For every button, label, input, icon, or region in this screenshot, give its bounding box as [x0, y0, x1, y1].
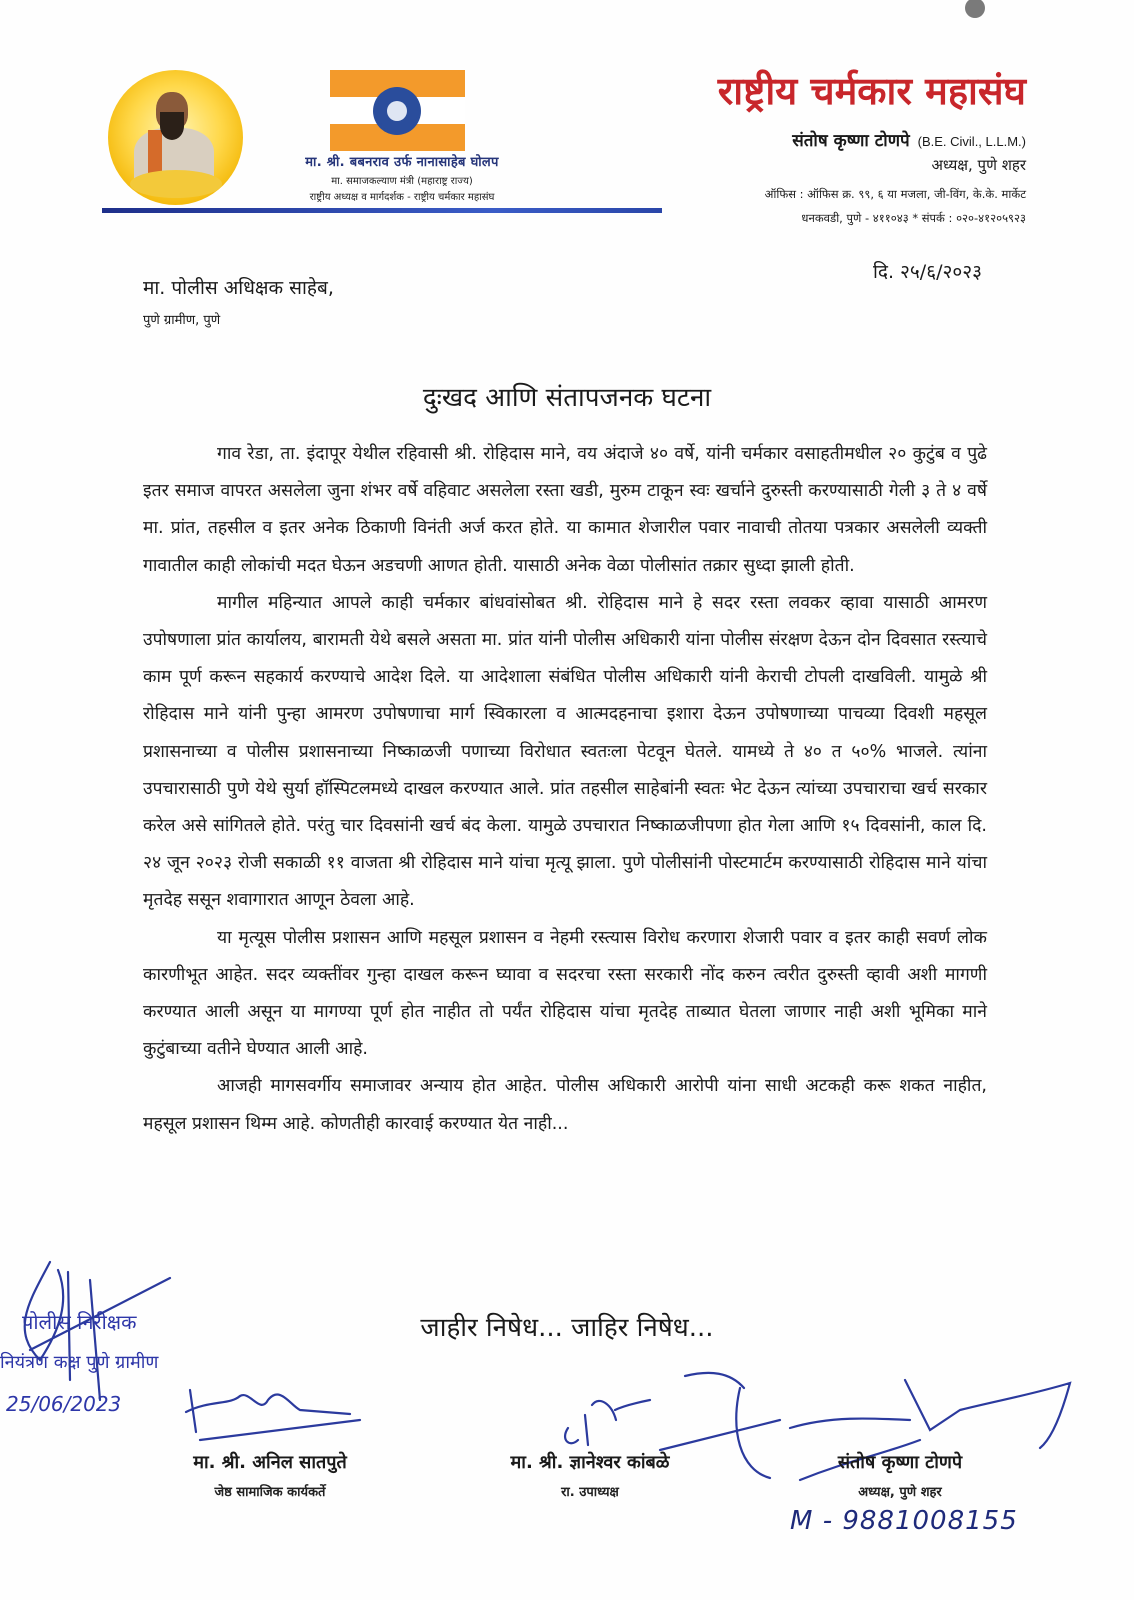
president-header — [792, 128, 1026, 151]
president-qualification: (B.E. Civil., L.L.M.) — [917, 134, 1026, 149]
signatory-role: अध्यक्ष, पुणे शहर — [858, 1485, 942, 1500]
signatory-name: संतोष कृष्णा टोणपे — [837, 1452, 963, 1473]
handwritten-mobile-number: M - 9881008155 — [790, 1506, 1018, 1536]
office-address-line-1: ऑफिस : ऑफिस क्र. ९९, ६ या मजला, जी-विंग, के.के. मार्केट — [764, 187, 1026, 201]
received-signature — [186, 1390, 360, 1440]
letter-subject: दुःखद आणि संतापजनक घटना — [422, 383, 712, 413]
saint-ravidas-logo — [108, 70, 243, 205]
president-title: अध्यक्ष, पुणे शहर — [931, 156, 1026, 174]
gear-emblem-icon — [373, 87, 421, 135]
body-paragraph: या मृत्यूस पोलीस प्रशासन आणि महसूल प्रशासन व नेहमी रस्त्यास विरोध करणारा शेजारी पवार व इतर काही सवर्ण लोक कारणीभूत आहेत. सदर व्यक्तींवर गुन्हा दाखल करून घ्यावा व सदरचा रस्ता सरकारी नोंद करुन त्वरीत दुरुस्ती व्हावी अशी मागणी करण्यात आली असून या मागण्या पूर्ण होत नाहीत तो पर्यंत रोहिदास यांचा मृतदेह ताब्यात घेतला जाणार नाही अशी भूमिका माने कुटुंबाच्या वतीने घेण्यात आली आहे. — [143, 927, 987, 1060]
office-address-line-2: धनकवडी, पुणे - ४११०४३ * संपर्क : ०२०-४१२०५९२३ — [801, 211, 1026, 225]
stamp-control-room: नियंत्रण कक्ष पुणे ग्रामीण — [0, 1352, 159, 1373]
signatory-role: जेष्ठ सामाजिक कार्यकर्ते — [214, 1485, 326, 1500]
body-paragraph: गाव रेडा, ता. इंदापूर येथील रहिवासी श्री. रोहिदास माने, वय अंदाजे ४० वर्षे, यांनी चर्मकार वसाहतीमधील २० कुटुंब व पुढे इतर समाज वापरत असलेला जुना शंभर वर्षे वहिवाट असलेला रस्ता खडी, मुरुम टाकून स्वः खर्चाने दुरुस्ती करण्यासाठी गेली ३ ते ४ वर्षे मा. प्रांत, तहसील व इतर अनेक ठिकाणी विनंती अर्ज करत होते. या कामात शेजारील पवार नावाची तोतया पत्रकार असलेली व्यक्ती गावातील काही लोकांची मदत घेऊन अडचणी आणत होती. यासाठी अनेक वेळा पोलीसांत तक्रार सुध्दा झाली होती. — [143, 444, 987, 576]
corner-ink-blot — [965, 0, 985, 18]
addressee-place: पुणे ग्रामीण, पुणे — [143, 313, 221, 328]
president-name: संतोष कृष्णा टोणपे — [792, 131, 910, 151]
organization-title: राष्ट्रीय चर्मकार महासंघ — [717, 69, 1026, 113]
logo-figure-beard — [160, 112, 184, 140]
stamp-date: 25/06/2023 — [6, 1392, 122, 1416]
patron-designation-2: राष्ट्रीय अध्यक्ष व मार्गदर्शक - राष्ट्रीय चर्मकार महासंघ — [309, 192, 495, 203]
organization-flag-emblem — [330, 70, 465, 152]
patron-name: मा. श्री. बबनराव उर्फ नानासाहेब घोलप — [305, 155, 499, 170]
letter-date: दि. २५/६/२०२३ — [872, 261, 982, 283]
body-paragraph: आजही मागसवर्गीय समाजावर अन्याय होत आहेत. पोलीस अधिकारी आरोपी यांना साधी अटकही करू शकत नाहीत, महसूल प्रशासन थिम्म आहे. कोणतीही कारवाई करण्यात येत नाही... — [143, 1076, 987, 1134]
protest-line: जाहीर निषेध... जाहिर निषेध... — [420, 1313, 714, 1343]
stamp-police-inspector: पोलीस निरीक्षक — [22, 1310, 137, 1334]
signatory-name: मा. श्री. ज्ञानेश्वर कांबळे — [510, 1452, 670, 1473]
addressee: मा. पोलीस अधिक्षक साहेब, — [143, 277, 334, 299]
signatory-name: मा. श्री. अनिल सातपुते — [193, 1452, 347, 1473]
header-divider — [102, 208, 662, 213]
vice-president-signature — [565, 1400, 650, 1445]
logo-figure-lap — [130, 170, 222, 198]
signatory-role: रा. उपाध्यक्ष — [561, 1485, 619, 1500]
letter-body — [143, 436, 987, 1143]
patron-designation-1: मा. समाजकल्याण मंत्री (महाराष्ट्र राज्य) — [331, 176, 473, 187]
body-paragraph: मागील महिन्यात आपले काही चर्मकार बांधवांसोबत श्री. रोहिदास माने हे सदर रस्ता लवकर व्हावा यासाठी आमरण उपोषणाला प्रांत कार्यालय, बारामती येथे बसले असता मा. प्रांत यांनी पोलीस अधिकारी यांना पोलीस संरक्षण देऊन दोन दिवसात रस्त्याचे काम पूर्ण करून सहकार्य करण्याचे आदेश दिले. या आदेशाला संबंधित पोलीस अधिकारी यांनी केराची टोपली दाखविली. यामुळे श्री रोहिदास माने यांनी पुन्हा आमरण उपोषणाचा मार्ग स्विकारला व आत्मदहनाचा इशारा देऊन उपोषणाच्या पाचव्या दिवशी महसूल प्रशासनाच्या व पोलीस प्रशासनाच्या निष्काळजी पणाच्या विरोधात स्वतःला पेटवून घेतले. यामध्ये ते ४० त ५०% भाजले. त्यांना उपचारासाठी पुणे येथे सुर्या हॉस्पिटलमध्ये दाखल करण्यात आले. प्रांत तहसील साहेबांनी स्वतः भेट देऊन त्यांच्या उपचाराचा खर्च सरकार करेल असे सांगितले होते. परंतु चार दिवसांनी खर्च बंद केला. यामुळे उपचारात निष्काळजीपणा होत गेला आणि १५ दिवसांनी, काल दि. २४ जून २०२३ रोजी सकाळी ११ वाजता श्री रोहिदास माने यांचा मृत्यू झाला. पुणे पोलीसांनी पोस्टमार्टम करण्यासाठी रोहिदास माने यांचा मृतदेह ससून शवागारात आणून ठेवला आहे. — [143, 592, 987, 911]
